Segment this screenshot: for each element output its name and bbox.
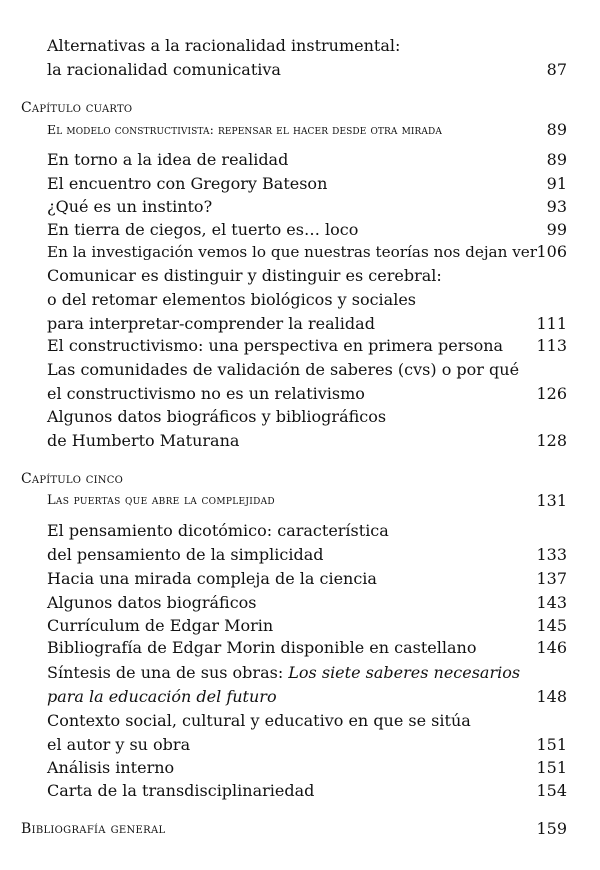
toc-entry-line: En torno a la idea de realidad (47, 150, 289, 169)
toc-page-number: 154 (536, 781, 567, 800)
chapter-section-title: El modelo constructivista: repensar el hacer desde otra mirada (47, 122, 442, 137)
toc-entry-line: Currículum de Edgar Morin (47, 616, 274, 635)
toc-entry-line: la racionalidad comunicativa (47, 60, 281, 79)
toc-entry-line: el autor y su obra (47, 735, 191, 754)
toc-page-number: 128 (536, 431, 567, 450)
toc-entry-line: El constructivismo: una perspectiva en primera persona (47, 336, 504, 355)
toc-entry-line: Algunos datos biográficos (47, 593, 257, 612)
chapter-label: Capítulo cuarto (21, 100, 133, 116)
toc-page-number: 131 (536, 491, 567, 510)
toc-entry-line: Comunicar es distinguir y distinguir es cerebral: (47, 266, 442, 285)
toc-page-number: 89 (546, 150, 567, 169)
toc-page-number: 145 (536, 616, 567, 635)
toc-entry-line (47, 687, 277, 707)
toc-entry-line: Bibliografía de Edgar Morin disponible en castellano (47, 638, 477, 657)
bibliography-label: Bibliografía general (21, 821, 166, 837)
toc-entry-text: Síntesis de una de sus obras: (47, 663, 289, 682)
toc-page-number: 106 (536, 242, 567, 261)
toc-page-number: 87 (546, 60, 567, 79)
toc-entry-line: En la investigación vemos lo que nuestras teorías nos dejan ver (47, 243, 538, 261)
toc-page-number: 113 (536, 336, 567, 355)
toc-page-number: 93 (546, 197, 567, 216)
toc-entry-line: Carta de la transdisciplinariedad (47, 781, 315, 800)
chapter-label: Capítulo cinco (21, 471, 124, 487)
toc-entry-line: del pensamiento de la simplicidad (47, 545, 324, 564)
toc-entry-line (47, 663, 520, 683)
toc-page-number: 89 (546, 120, 567, 139)
toc-entry-line: Análisis interno (47, 758, 175, 777)
book-title-italic: Los siete saberes necesarios (288, 663, 521, 682)
toc-page-number: 151 (536, 735, 567, 754)
toc-entry-line: ¿Qué es un instinto? (47, 197, 213, 216)
toc-entry-line: Alternativas a la racionalidad instrumental: (47, 36, 401, 55)
toc-entry-line: Contexto social, cultural y educativo en que se sitúa (47, 711, 471, 730)
toc-entry-line: El pensamiento dicotómico: característica (47, 521, 389, 540)
toc-entry-line: Hacia una mirada compleja de la ciencia (47, 569, 377, 588)
toc-page-number: 146 (536, 638, 567, 657)
toc-page-number: 143 (536, 593, 567, 612)
toc-page-number: 133 (536, 545, 567, 564)
toc-page-number: 137 (536, 569, 567, 588)
toc-entry-line: En tierra de ciegos, el tuerto es… loco (47, 220, 359, 239)
toc-entry-line: El encuentro con Gregory Bateson (47, 174, 328, 193)
toc-page-number: 91 (546, 174, 567, 193)
toc-entry-line: Las comunidades de validación de saberes (cvs) o por qué (47, 360, 520, 379)
toc-page-number: 99 (546, 220, 567, 239)
book-title-italic: para la educación del futuro (47, 687, 277, 706)
toc-page-number: 111 (536, 314, 567, 333)
toc-entry-line: para interpretar-comprender la realidad (47, 314, 375, 333)
toc-page-number: 148 (536, 687, 567, 706)
toc-entry-line: el constructivismo no es un relativismo (47, 384, 365, 403)
toc-page-number: 151 (536, 758, 567, 777)
toc-entry-line: Algunos datos biográficos y bibliográficos (47, 407, 387, 426)
toc-page-number: 126 (536, 384, 567, 403)
toc-entry-line: o del retomar elementos biológicos y sociales (47, 290, 416, 309)
toc-page-number: 159 (536, 819, 567, 838)
toc-entry-line: de Humberto Maturana (47, 431, 240, 450)
chapter-section-title: Las puertas que abre la complejidad (47, 493, 275, 508)
